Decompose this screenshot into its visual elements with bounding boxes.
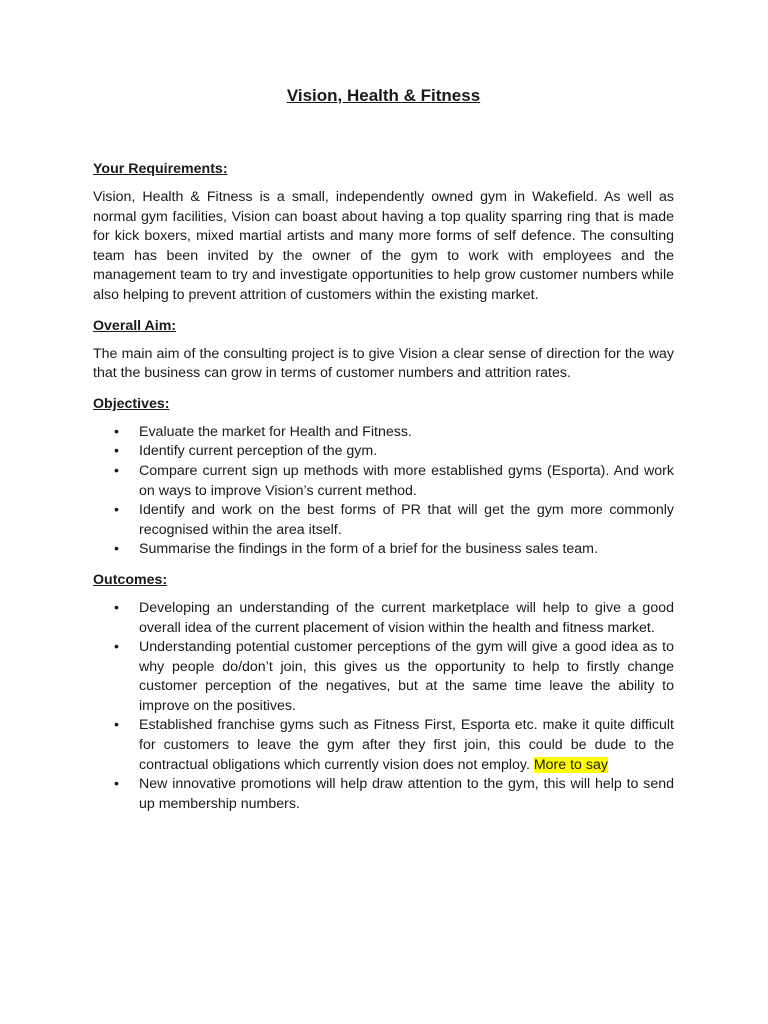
bullet-icon: •: [114, 717, 119, 734]
highlighted-note: More to say: [533, 756, 608, 773]
requirements-section: [93, 160, 674, 306]
list-item: [93, 775, 674, 814]
list-item-text: Understanding potential customer perceptions of the gym will give a good idea as to why people do/don’t join, this gives us the opportunity to help to firstly change customer perception of the negatives, but at the same time leave the ability to improve on the positives.: [139, 639, 674, 714]
aim-paragraph: The main aim of the consulting project is to give Vision a clear sense of direction for the way that the business can grow in terms of customer numbers and attrition rates.: [93, 345, 674, 382]
list-item-text: New innovative promotions will help draw attention to the gym, this will help to send up membership numbers.: [139, 776, 674, 812]
outcomes-section: [93, 571, 674, 815]
bullet-icon: •: [114, 599, 119, 616]
bullet-icon: •: [114, 462, 119, 479]
list-item-text: Summarise the findings in the form of a brief for the business sales team.: [139, 541, 598, 558]
requirements-paragraph: Vision, Health & Fitness is a small, independently owned gym in Wakefield. As well as normal gym facilities, Vision can boast about having a top quality sparring ring that is made for kick boxers, mixed martial artists and many more forms of self defence. The consulting team has been invited by the owner of the gym to work with employees and the management team to try and investigate opportunities to help grow customer numbers while also helping to prevent attrition of customers within the existing market.: [93, 189, 674, 303]
outcomes-list: [93, 599, 674, 815]
list-item: [93, 599, 674, 638]
bullet-icon: •: [114, 423, 119, 440]
bullet-icon: •: [114, 639, 119, 656]
aim-heading: Overall Aim:: [93, 317, 177, 334]
requirements-heading: Your Requirements:: [93, 161, 228, 177]
list-item-text: Developing an understanding of the current marketplace will help to give a good overall idea of the current placement of vision within the health and fitness market.: [139, 599, 674, 636]
list-item-text: Identify and work on the best forms of PR that will get the gym more commonly recognised within the area itself.: [139, 502, 674, 538]
bullet-icon: •: [114, 502, 119, 519]
document-page: [93, 84, 674, 825]
outcomes-heading: Outcomes:: [93, 571, 168, 588]
list-item-text: Identify current perception of the gym.: [139, 443, 378, 460]
list-item: [93, 462, 674, 501]
list-item-text: Evaluate the market for Health and Fitness.: [139, 423, 412, 440]
list-item: [93, 442, 674, 462]
list-item: [93, 501, 674, 540]
objectives-section: [93, 395, 674, 560]
objectives-heading: Objectives:: [93, 395, 170, 412]
bullet-icon: •: [114, 443, 119, 460]
list-item: [93, 423, 674, 443]
document-title: Vision, Health & Fitness: [286, 86, 481, 105]
list-item-text: Established franchise gyms such as Fitness First, Esporta etc. make it quite difficult for customers to leave the gym after they first join, this could be dude to the contractual obligations which currently vision does not employ.: [139, 717, 674, 773]
list-item-text: Compare current sign up methods with more established gyms (Esporta). And work on ways to improve Vision’s current method.: [139, 462, 674, 499]
objectives-list: [93, 423, 674, 560]
list-item: [93, 540, 674, 560]
aim-section: [93, 317, 674, 384]
bullet-icon: •: [114, 541, 119, 558]
list-item: [93, 638, 674, 716]
bullet-icon: •: [114, 776, 119, 793]
list-item: [93, 716, 674, 775]
